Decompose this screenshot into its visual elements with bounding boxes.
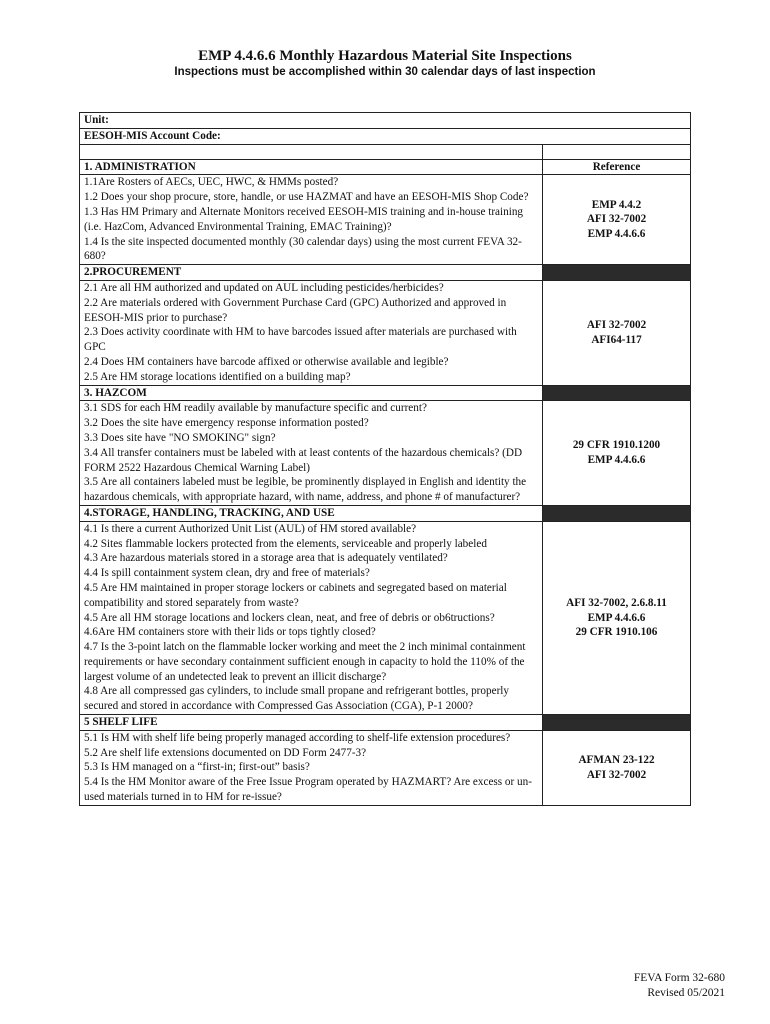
inspection-question: 2.3 Does activity coordinate with HM to have barcodes issued after materials are purchased with GPC xyxy=(84,326,517,354)
reference-citation: EMP 4.4.6.6 xyxy=(587,611,646,624)
inspection-question: 4.2 Sites flammable lockers protected from the elements, serviceable and properly labeled xyxy=(84,537,487,550)
inspection-question: 1.3 Has HM Primary and Alternate Monitors received EESOH-MIS training and in-house training (i.e. HazCom, Advanced Environmental Training, EMAC Training)? xyxy=(84,205,524,233)
inspection-question: 4.5 Are all HM storage locations and lockers clean, neat, and free of debris or ob6tructions? xyxy=(84,611,495,624)
section-heading: 4.STORAGE, HANDLING, TRACKING, AND USE xyxy=(80,505,543,521)
section-body-row xyxy=(80,730,691,805)
reference-citation: AFI 32-7002 xyxy=(586,213,647,226)
inspection-question: 3.4 All transfer containers must be labeled with at least contents of the hazardous chemicals? (DD FORM 2522 Hazardous Chemical Warning Label) xyxy=(84,446,523,474)
inspection-question: 3.5 Are all containers labeled must be legible, be prominently displayed in English and identity the hazardous chemicals, with appropriate hazard, with name, address, and phone # of manufacturer? xyxy=(84,476,527,504)
document-subtitle: Inspections must be accomplished within 30 calendar days of last inspection xyxy=(174,66,596,78)
section-heading-row xyxy=(80,385,691,401)
reference-cell xyxy=(543,401,691,506)
reference-citation: AFI64-117 xyxy=(591,333,642,346)
inspection-question: 4.4 Is spill containment system clean, dry and free of materials? xyxy=(84,567,370,580)
inspection-question: 5.2 Are shelf life extensions documented on DD Form 2477-3? xyxy=(84,746,367,759)
section-heading: 1. ADMINISTRATION xyxy=(80,159,543,175)
inspection-question: 4.1 Is there a current Authorized Unit List (AUL) of HM stored available? xyxy=(84,522,417,535)
inspection-question: 3.3 Does site have "NO SMOKING" sign? xyxy=(84,431,276,444)
reference-citation: EMP 4.4.6.6 xyxy=(587,228,646,241)
form-number: FEVA Form 32-680 xyxy=(633,972,725,984)
reference-citation: AFI 32-7002, 2.6.8.11 xyxy=(566,596,667,609)
section-body-row xyxy=(80,401,691,506)
inspection-question: 5.4 Is the HM Monitor aware of the Free Issue Program operated by HAZMART? Are excess or un-used materials turned in to HM for re-issue? xyxy=(84,776,532,804)
inspection-question: 2.4 Does HM containers have barcode affixed or otherwise available and legible? xyxy=(84,355,449,368)
reference-cell xyxy=(543,521,691,714)
section-body-row xyxy=(80,521,691,714)
reference-citation: 29 CFR 1910.1200 xyxy=(572,439,661,452)
shaded-cell xyxy=(543,385,691,401)
inspection-question: 1.1Are Rosters of AECs, UEC, HWC, & HMMs posted? xyxy=(84,176,339,189)
section-heading: 3. HAZCOM xyxy=(80,385,543,401)
inspection-question: 3.1 SDS for each HM readily available by manufacture specific and current? xyxy=(84,402,427,415)
inspection-question: 1.2 Does your shop procure, store, handle, or use HAZMAT and have an EESOH-MIS Shop Code? xyxy=(84,191,529,204)
reference-cell xyxy=(543,175,691,265)
section-heading-row xyxy=(80,159,691,175)
inspection-question: 3.2 Does the site have emergency response information posted? xyxy=(84,417,369,430)
inspection-table xyxy=(79,112,691,806)
section-body-row xyxy=(80,175,691,265)
reference-citation: AFI 32-7002 xyxy=(586,768,647,781)
inspection-question: 2.5 Are HM storage locations identified on a building map? xyxy=(84,370,351,383)
inspection-question: 2.1 Are all HM authorized and updated on AUL including pesticides/herbicides? xyxy=(84,281,444,294)
document-title: EMP 4.4.6.6 Monthly Hazardous Material Site Inspections xyxy=(198,48,572,64)
question-list xyxy=(80,280,543,385)
question-list xyxy=(80,730,543,805)
inspection-question: 2.2 Are materials ordered with Government Purchase Card (GPC) Authorized and approved in EESOH-MIS prior to purchase? xyxy=(84,296,507,324)
question-list xyxy=(80,521,543,714)
reference-citation: EMP 4.4.2 xyxy=(591,198,642,211)
blank-cell xyxy=(543,144,691,159)
section-heading: 2.PROCUREMENT xyxy=(80,265,543,281)
reference-cell xyxy=(543,280,691,385)
reference-header: Reference xyxy=(543,159,691,175)
question-list xyxy=(80,175,543,265)
reference-citation: EMP 4.4.6.6 xyxy=(587,454,646,467)
inspection-question: 5.3 Is HM managed on a “first-in; first-out” basis? xyxy=(84,761,310,774)
inspection-question: 1.4 Is the site inspected documented monthly (30 calendar days) using the most current FEVA 32-680? xyxy=(84,235,522,263)
shaded-cell xyxy=(543,715,691,731)
reference-citation: AFMAN 23-122 xyxy=(578,754,655,767)
revision-date: Revised 05/2021 xyxy=(647,987,725,999)
shaded-cell xyxy=(543,505,691,521)
reference-cell xyxy=(543,730,691,805)
question-list xyxy=(80,401,543,506)
form-footer xyxy=(634,971,725,1001)
section-heading-row xyxy=(80,265,691,281)
account-code-field[interactable]: EESOH-MIS Account Code: xyxy=(80,128,691,144)
inspection-question: 4.7 Is the 3-point latch on the flammable locker working and meet the 2 inch minimal containment requirements or have secondary containment sufficient enough in capacity to hold the 110% of the largest volume of an undetected leak to prevent an illicit discharge? xyxy=(84,641,526,683)
reference-citation: AFI 32-7002 xyxy=(586,318,647,331)
section-body-row xyxy=(80,280,691,385)
inspection-question: 4.6Are HM containers store with their lids or tops tightly closed? xyxy=(84,626,376,639)
inspection-question: 5.1 Is HM with shelf life being properly managed according to shelf-life extension procedures? xyxy=(84,731,511,744)
section-heading: 5 SHELF LIFE xyxy=(80,715,543,731)
inspection-question: 4.5 Are HM maintained in proper storage lockers or cabinets and segregated based on material compatibility and stored separately from waste? xyxy=(84,581,507,609)
blank-cell xyxy=(80,144,543,159)
shaded-cell xyxy=(543,265,691,281)
section-heading-row xyxy=(80,715,691,731)
unit-field[interactable]: Unit: xyxy=(80,113,691,129)
reference-citation: 29 CFR 1910.106 xyxy=(575,626,658,639)
inspection-question: 4.3 Are hazardous materials stored in a storage area that is adequately ventilated? xyxy=(84,552,448,565)
inspection-question: 4.8 Are all compressed gas cylinders, to include small propane and refrigerant bottles, properly secured and stored in accordance with Compressed Gas Association (CGA), P-1 2000? xyxy=(84,685,509,713)
section-heading-row xyxy=(80,505,691,521)
